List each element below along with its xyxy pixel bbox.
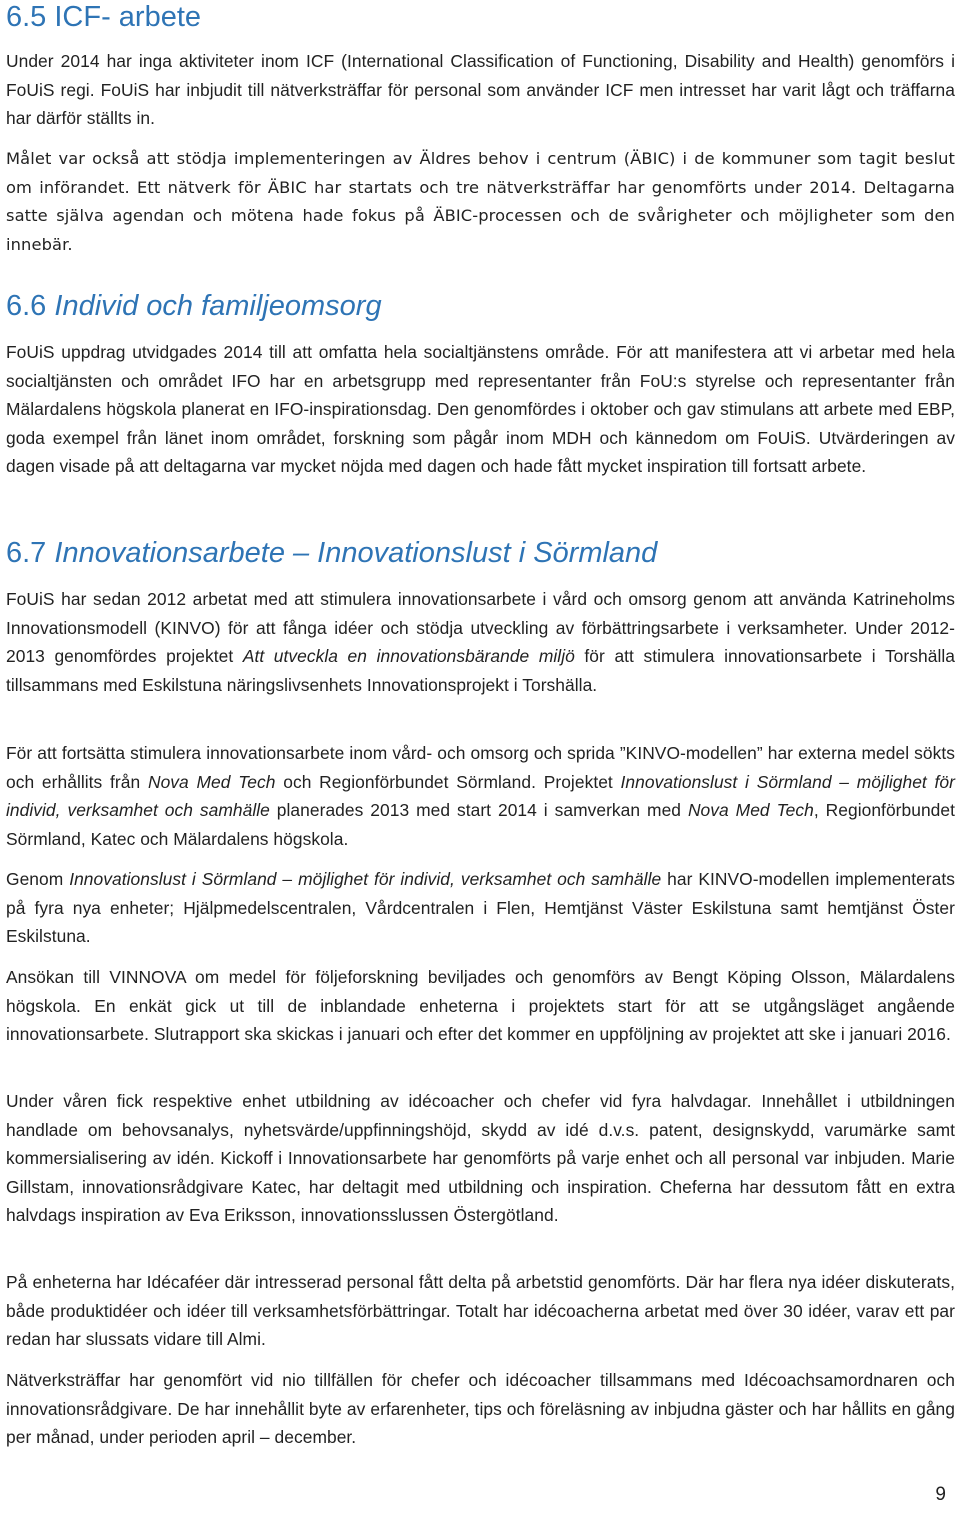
paragraph-innovation-6: På enheterna har Idécaféer där intresserad personal fått delta på arbetstid genomförts. Där har flera nya idéer diskuterats, både produktidéer och idéer till verksamhetsförbättringar. Totalt har idécoacherna arbetat med över 30 idéer, varav ett par redan har slussats vidare till Almi. bbox=[6, 1272, 955, 1350]
page-number: 9 bbox=[935, 1484, 946, 1505]
paragraph-innovation-7: Nätverksträffar har genomfört vid nio tillfällen för chefer och idécoacher tillsammans med Idécoachsamordnaren och innovationsrådgivare. De har innehållit byte av erfarenheter, tips och föreläsning av inbjudna gäster och har hållits en gång per månad, under perioden april – december. bbox=[6, 1370, 955, 1448]
paragraph-innovation-3: Genom Innovationslust i Sörmland – möjlighet för individ, verksamhet och samhälle har KINVO-modellen implementerats på fyra nya enheter; Hjälpmedelscentralen, Vårdcentralen i Flen, Hemtjänst Väster Eskilstuna samt hemtjänst Öster Eskilstuna. bbox=[6, 869, 955, 947]
paragraph-icf-1: Under 2014 har inga aktiviteter inom ICF (International Classification of Functioning, Disability and Health) genomförs i FoUiS regi. FoUiS har inbjudit till nätverksträffar för personal som använder ICF men intresset har varit lågt och träffarna har därför ställts in. bbox=[6, 51, 955, 129]
heading-6-6: 6.6 Individ och familjeomsorg bbox=[6, 290, 382, 322]
paragraph-innovation-1: FoUiS har sedan 2012 arbetat med att stimulera innovationsarbete i vård och omsorg genom att använda Katrineholms Innovationsmodell (KINVO) för att fånga idéer och stödja utveckling av förbättringsarbete i verksamheter. Under 2012-2013 genomfördes projektet Att utveckla en innovationsbärande miljö för att stimulera innovationsarbete i Torshälla tillsammans med Eskilstuna näringslivsenhets Innovationsprojekt i Torshälla. bbox=[6, 589, 955, 695]
paragraph-innovation-5: Under våren fick respektive enhet utbildning av idécoacher och chefer vid fyra halvdagar. Innehållet i utbildningen handlade om behovsanalys, nyhetsvärde/uppfinningshöjd, skydd av idé d.v.s. patent, designskydd, varumärke samt kommersialisering av idén. Kickoff i Innovationsarbete har genomförts på varje enhet och all personal var inbjuden. Marie Gillstam, innovationsrådgivare Katec, har deltagit med utbildning och inspiration. Cheferna har dessutom fått en extra halvdags inspiration av Eva Eriksson, innovationsslussen Östergötland. bbox=[6, 1091, 955, 1226]
paragraph-icf-2: Målet var också att stödja implementeringen av Äldres behov i centrum (ÄBIC) i de kommuner som tagit beslut om införandet. Ett nätverk för ÄBIC har startats och tre nätverksträffar har genomförts under 2014. Deltagarna satte själva agendan och mötena hade fokus på ÄBIC-processen och de svårigheter och möjligheter som den innebär. bbox=[6, 149, 955, 254]
paragraph-ifo-1: FoUiS uppdrag utvidgades 2014 till att omfatta hela socialtjänstens område. För att manifestera att vi arbetar med hela socialtjänsten och området IFO har en arbetsgrupp med representanter från FoU:s styrelse och representanter från Mälardalens högskola planerat en IFO-inspirationsdag. Den genomfördes i oktober och gav stimulans att arbete med EBP, goda exempel från länet inom området, forskning som pågår inom MDH och kännedom om FoUiS. Utvärderingen av dagen visade på att deltagarna var mycket nöjda med dagen och hade fått mycket inspiration till fortsatt arbete. bbox=[6, 342, 955, 477]
paragraph-innovation-4: Ansökan till VINNOVA om medel för följeforskning beviljades och genomförs av Bengt Köping Olsson, Mälardalens högskola. En enkät gick ut till de inblandade enheterna i projektets start för att se utgångsläget angående innovationsarbete. Slutrapport ska skickas i januari och efter det kommer en uppföljning av projektet att ske i januari 2016. bbox=[6, 967, 955, 1045]
heading-6-7: 6.7 Innovationsarbete – Innovationslust i Sörmland bbox=[6, 537, 658, 569]
paragraph-innovation-2: För att fortsätta stimulera innovationsarbete inom vård- och omsorg och sprida ”KINVO-modellen” har externa medel sökts och erhållits från Nova Med Tech och Regionförbundet Sörmland. Projektet Innovationslust i Sörmland – möjlighet för individ, verksamhet och samhälle planerades 2013 med start 2014 i samverkan med Nova Med Tech, Regionförbundet Sörmland, Katec och Mälardalens högskola. bbox=[6, 743, 955, 849]
heading-6-5: 6.5 ICF- arbete bbox=[6, 1, 202, 33]
